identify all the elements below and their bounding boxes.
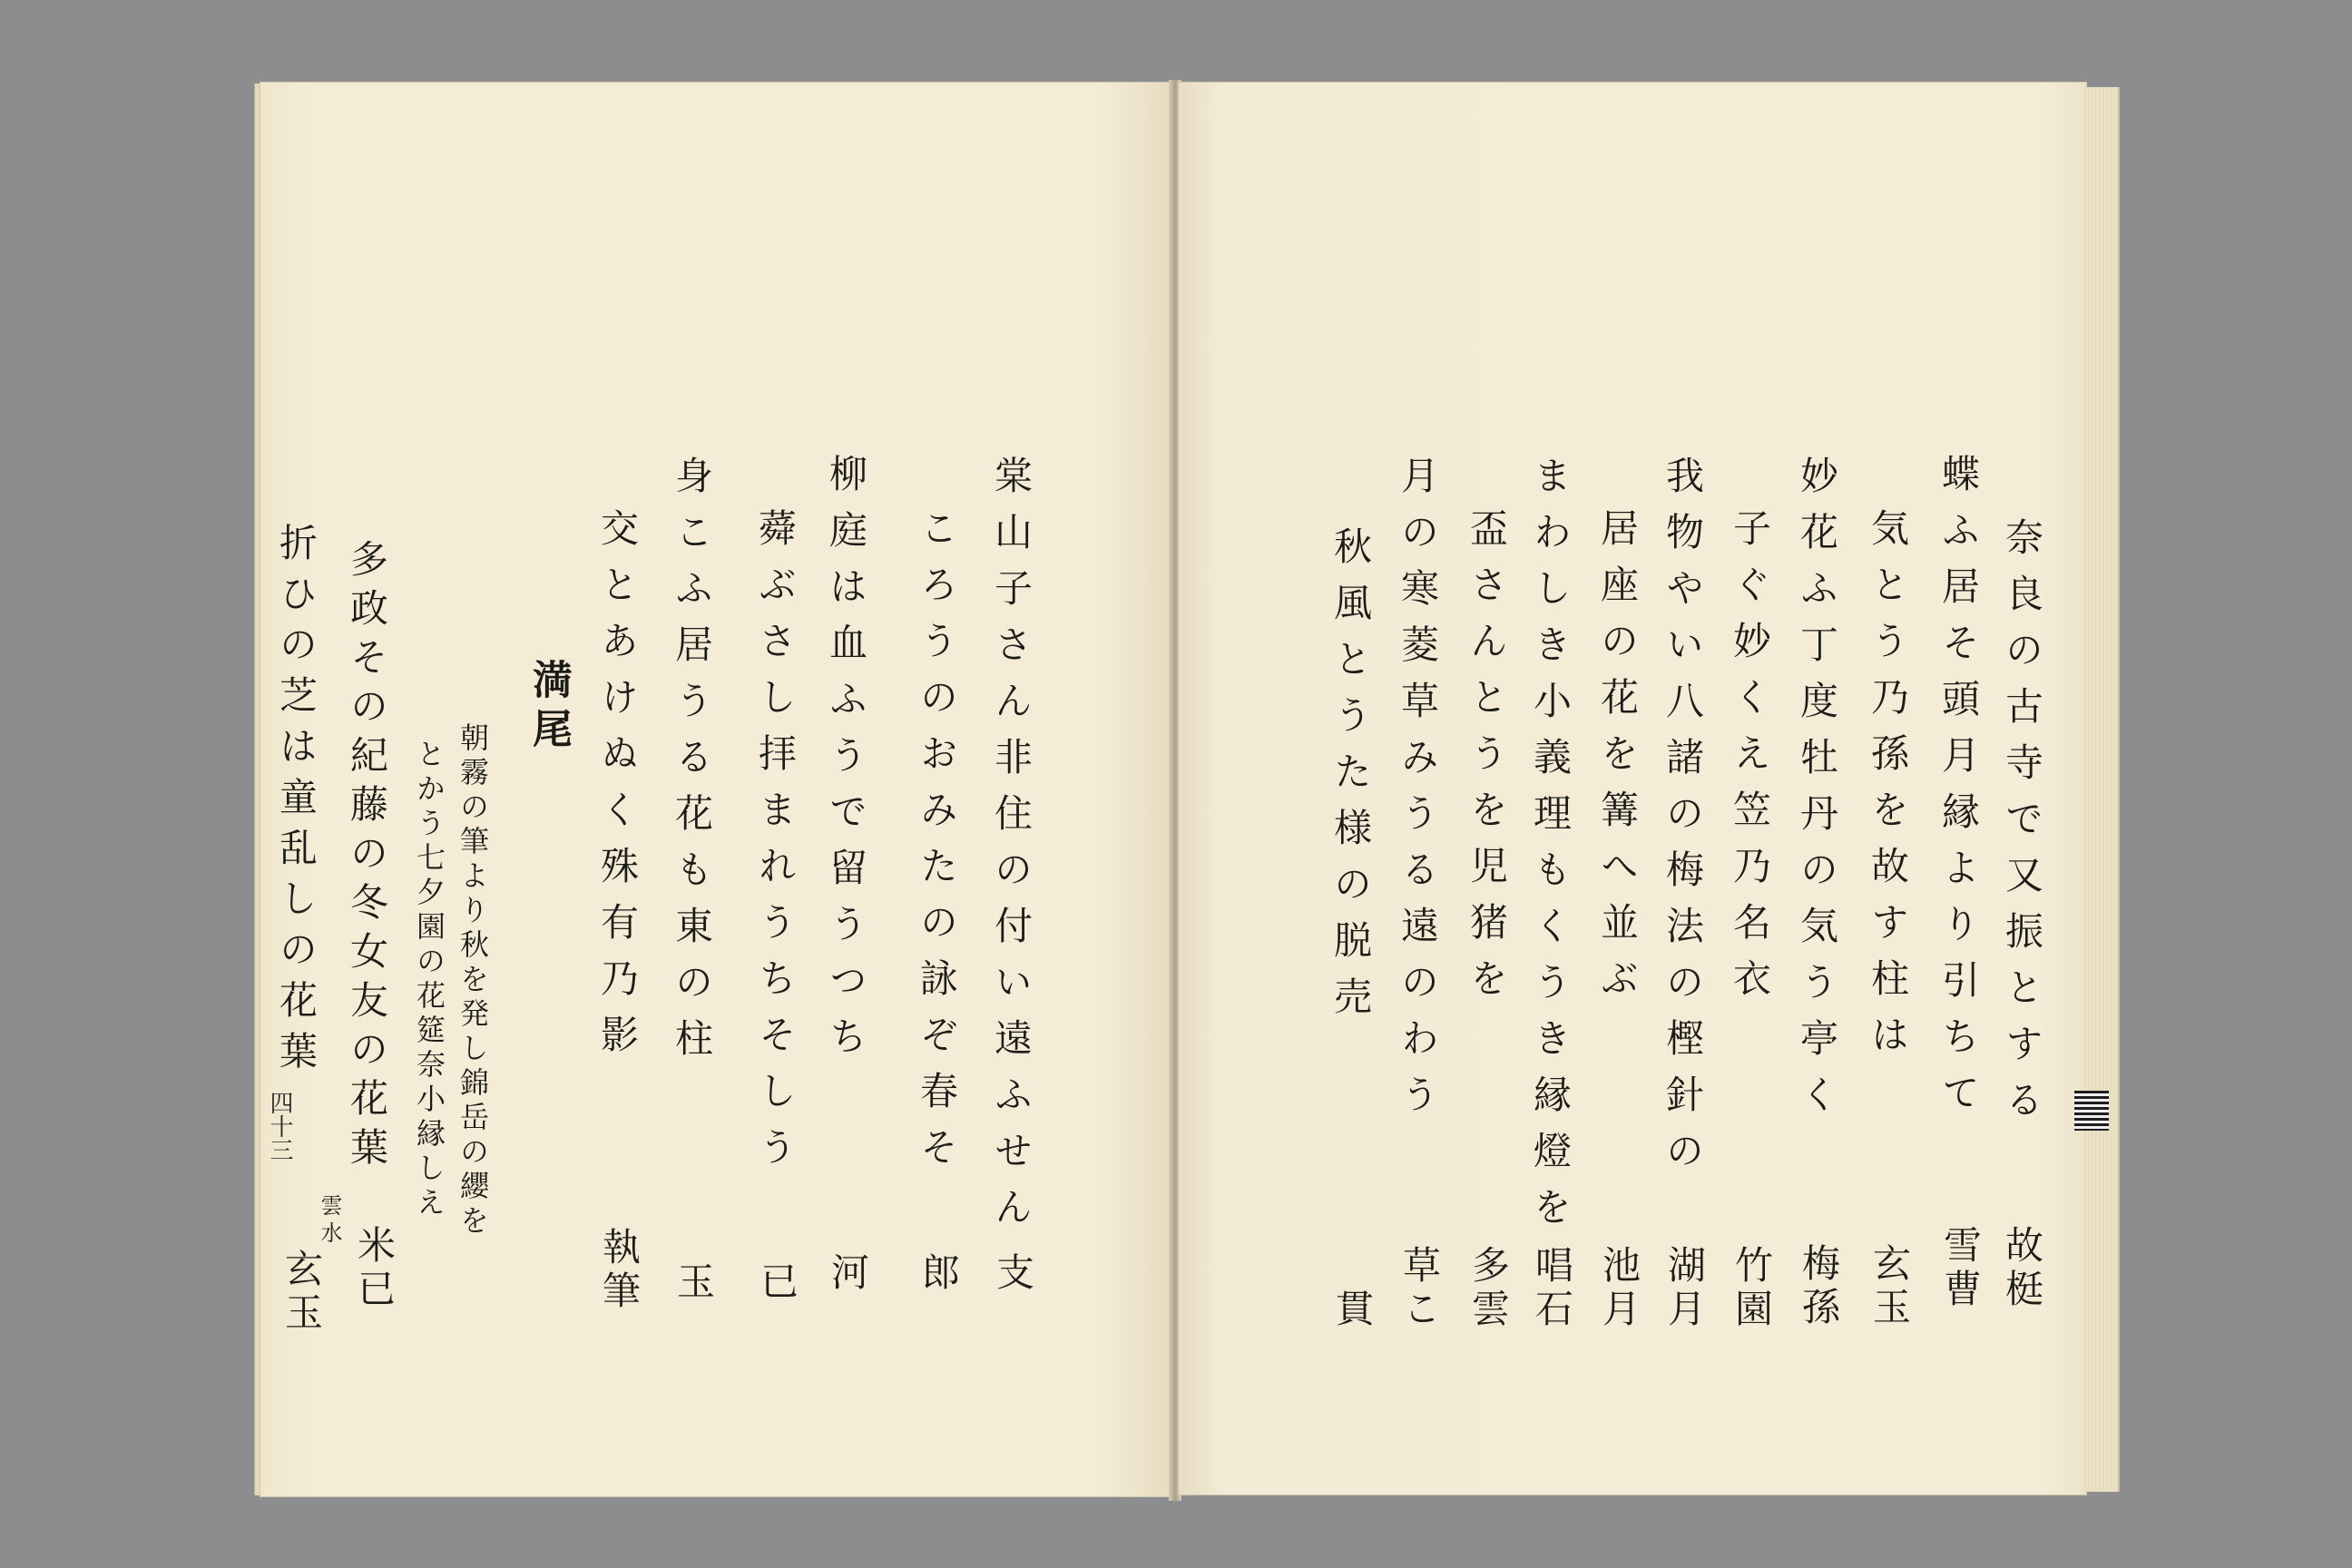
verse-column: 折ひの芝は童乱しの花葉	[274, 523, 318, 1082]
verse-author: 玉	[671, 1261, 716, 1305]
verse-column: 気とう乃孫を故す柱は	[1866, 508, 1910, 1071]
verse-column: 棠山子さん非住の付い遠ふせん	[989, 456, 1034, 1243]
verse-column: 我物やい八諸の梅法の樫針の	[1661, 456, 1705, 1187]
verse-column: ころうのおみたの詠ぞ春そ	[915, 508, 959, 1183]
verse-author: 玄玉	[279, 1249, 324, 1336]
verse-author: 湖月	[1662, 1245, 1707, 1332]
color-calibration-tab	[2074, 1091, 2109, 1131]
verse-column: 多政その紀藤の冬女友の花葉	[345, 539, 389, 1176]
verse-column: まわしき小義理もくうき縁燈を	[1528, 456, 1573, 1243]
verse-column: 盃さんとうを児猪を	[1465, 508, 1509, 1014]
verse-author: 支	[991, 1252, 1035, 1296]
verse-column: 身こふ居うる花も東の柱	[670, 456, 714, 1074]
verse-column: 柳庭は血ふうで留うつち	[824, 454, 868, 1073]
verse-column: 居座の花を篝へ並ぶ	[1595, 508, 1640, 1014]
verse-author: 多雲	[1466, 1245, 1511, 1332]
verse-author: 唱石	[1530, 1245, 1574, 1332]
verse-author: 梅孫	[1797, 1243, 1841, 1330]
fore-edge	[2083, 87, 2120, 1492]
verse-author: 故梃	[2000, 1225, 2044, 1312]
verse-sub-author: 雲水	[317, 1194, 342, 1249]
verse-author: 米已	[352, 1225, 397, 1312]
verse-author: 執筆	[597, 1227, 642, 1314]
verse-column: 蝶ふ居そ頭月縁より引ちて	[1936, 454, 1981, 1129]
verse-column: 蕣ぶさし拝まれうちそしう	[753, 508, 798, 1183]
verse-author: 河	[826, 1252, 870, 1296]
verse-author: 竹園	[1730, 1245, 1774, 1332]
verse-column: 月の寒菱草みうる遠のわう	[1396, 456, 1440, 1131]
note-column: 朝霧の筆より秋を発し錦岳の纓を	[456, 722, 490, 1240]
verse-column: 秋風とうた様の脱売	[1328, 526, 1373, 1033]
verse-column: 子ぐ妙くえ笠乃名衣	[1728, 508, 1772, 1014]
right-page	[1178, 82, 2087, 1495]
verse-author: 玄玉	[1867, 1243, 1912, 1330]
page-number: 四十三	[266, 1091, 293, 1161]
verse-author: 草こ	[1397, 1245, 1442, 1332]
verse-author: 池月	[1597, 1245, 1642, 1332]
verse-author: 貫	[1330, 1289, 1375, 1332]
verse-author: 郎	[916, 1252, 961, 1296]
verse-column: 交とあけぬく殊有乃影	[595, 508, 640, 1071]
verse-author: 雪曹	[1938, 1225, 1983, 1312]
note-column: とかう七夕園の花筵奈小縁しえ	[412, 739, 446, 1221]
verse-column: 奈良の古寺で又振とする	[2000, 517, 2044, 1136]
verse-column: 妙花ふ丁度牡丹の気う亭く	[1795, 456, 1839, 1131]
left-page	[260, 82, 1171, 1497]
section-title: 満尾	[525, 659, 572, 757]
verse-author: 已	[755, 1261, 799, 1305]
